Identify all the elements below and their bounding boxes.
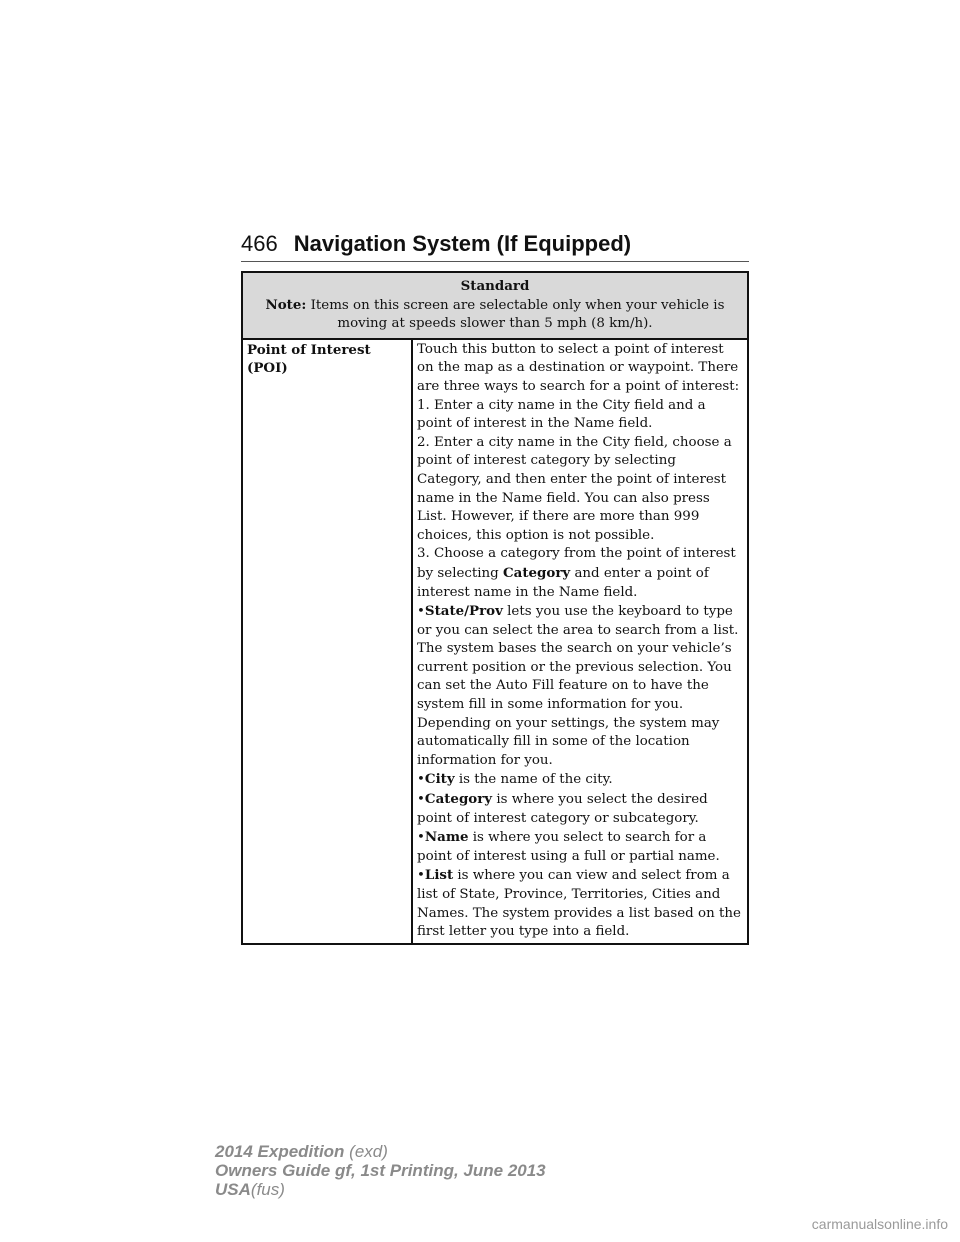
bullet-glyph: • [417, 772, 425, 788]
bullet-item [417, 828, 743, 866]
step-3-pre: 3. Choose a category from the point of interest by selecting [417, 546, 736, 581]
bullet-glyph: • [417, 604, 425, 620]
page-number: 466 [241, 231, 278, 256]
table-header [242, 272, 748, 339]
bullet-term: Category [424, 791, 493, 808]
settings-table [241, 271, 749, 945]
print-footer [215, 1142, 546, 1199]
bullet-text: is where you select the desired point of interest category or subcategory. [417, 792, 708, 826]
page-header [241, 228, 749, 262]
bullet-term: City [424, 771, 455, 788]
footer-line-1 [215, 1142, 546, 1161]
bullet-text: lets you use the keyboard to type or you can select the area to search from a list. The system bases the search on your vehicle’s current position or the previous selection. You can set the Auto Fill feature on to have the system fill in some information for you. Depending on your settings, the system may automatically fill in some of the location information for you. [417, 604, 739, 768]
bullet-item [417, 866, 743, 941]
footer-market-code: (fus) [250, 1180, 285, 1199]
bullet-text: is where you select to search for a point of interest using a full or partial name. [417, 830, 720, 864]
intro-paragraph: Touch this button to select a point of interest on the map as a destination or waypoint. There are three ways to search for a point of interest: [417, 341, 740, 394]
bullet-item [417, 770, 743, 790]
step-3-post: and enter a point of interest name in the Name field. [417, 565, 709, 600]
term-line-2: (POI) [247, 360, 288, 377]
bullet-glyph: • [417, 792, 425, 808]
bullet-glyph: • [417, 868, 425, 884]
section-title: Navigation System (If Equipped) [293, 231, 632, 256]
footer-market: USA [215, 1180, 251, 1199]
bullet-text: is the name of the city. [454, 772, 613, 788]
table-heading: Standard [460, 278, 530, 294]
description-cell [412, 339, 748, 944]
step-2: 2. Enter a city name in the City field, choose a point of interest category by selecting Category, and then enter the point of interest name in the Name field. You can also press List. However, if there are more than 999 choices, this option is not possible. [417, 434, 732, 543]
step-1: 1. Enter a city name in the City field and a point of interest in the Name field. [417, 397, 706, 432]
table-row [242, 339, 748, 944]
bullet-term: Name [424, 829, 469, 846]
term-cell [242, 339, 412, 944]
footer-model: 2014 Expedition [215, 1142, 345, 1161]
bullet-text: is where you can view and select from a list of State, Province, Territories, Cities and Names. The system provides a list based on the first letter you type into a field. [417, 868, 741, 940]
bullet-glyph: • [417, 830, 425, 846]
footer-line-3 [215, 1180, 546, 1199]
note-label: Note: [265, 296, 307, 313]
step-3-bold: Category [503, 564, 571, 581]
bullet-item [417, 790, 743, 828]
bullet-item [417, 602, 743, 770]
bullet-term: List [424, 867, 454, 884]
note-text: Items on this screen are selectable only when your vehicle is moving at speeds slower than 5 mph (8 km/h). [310, 297, 725, 332]
term-line-1: Point of Interest [247, 341, 371, 358]
watermark-text: carmanualsonline.info [811, 1216, 948, 1232]
table-header-row [242, 272, 748, 339]
footer-model-code: (exd) [349, 1142, 388, 1161]
step-3 [417, 545, 743, 602]
footer-line-2: Owners Guide gf, 1st Printing, June 2013 [215, 1161, 546, 1180]
bullet-term: State/Prov [424, 603, 503, 620]
